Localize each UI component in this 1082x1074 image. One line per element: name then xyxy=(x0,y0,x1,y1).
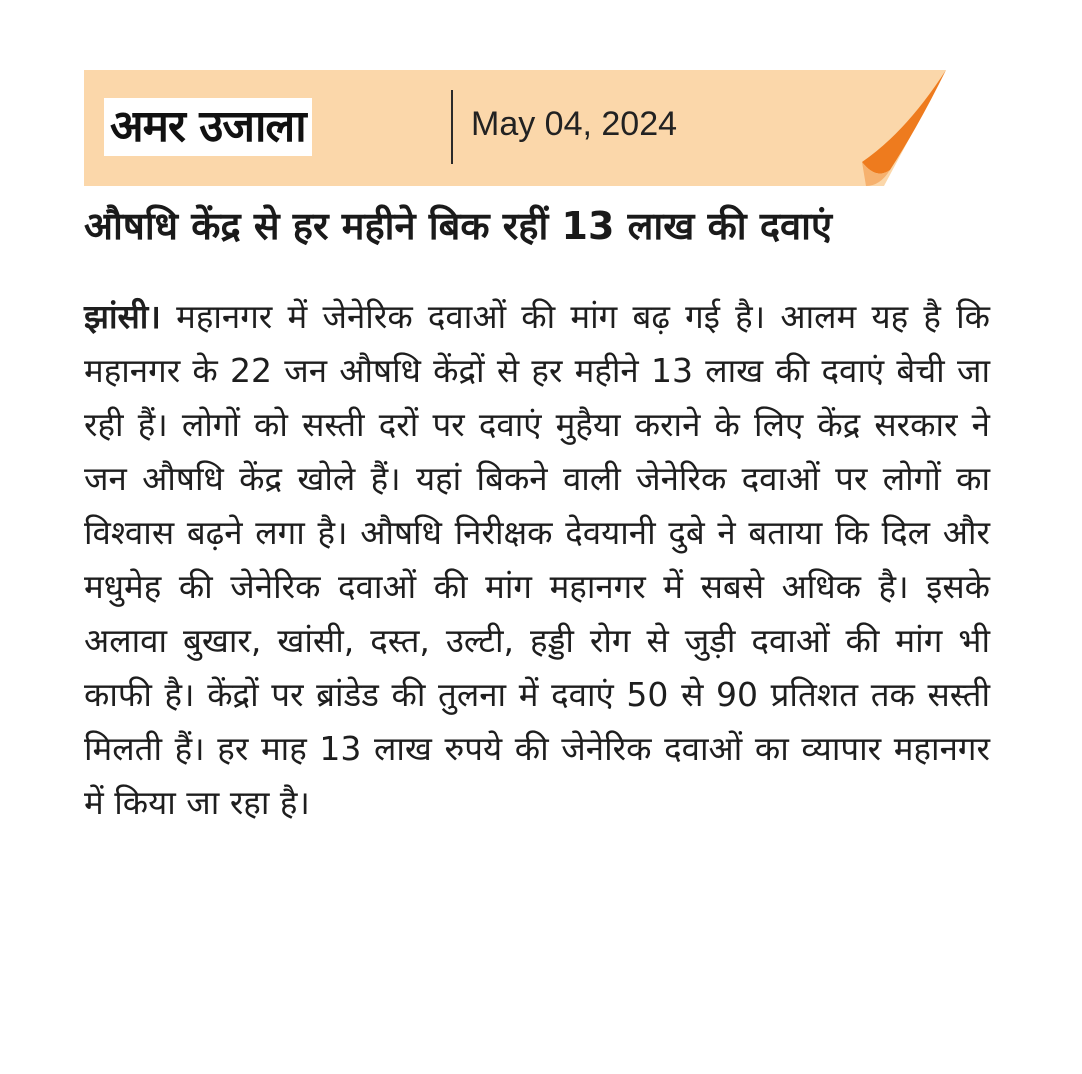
article-dateline: झांसी। xyxy=(84,297,161,336)
amar-ujala-logo xyxy=(104,98,312,156)
article-headline: औषधि केंद्र से हर महीने बिक रहीं 13 लाख की दवाएं xyxy=(84,204,832,248)
banner-divider xyxy=(451,90,453,164)
newspaper-banner xyxy=(84,70,946,186)
article-text: महानगर में जेनेरिक दवाओं की मांग बढ़ गई है। आलम यह है कि महानगर के 22 जन औषधि केंद्रों से हर महीने 13 लाख की दवाएं बेची जा रही हैं। लोगों को सस्ती दरों पर दवाएं मुहैया कराने के लिए केंद्र सरकार ने जन औषधि केंद्र खोले हैं। यहां बिकने वाली जेनेरिक दवाओं पर लोगों का विश्वास बढ़ने लगा है। औषधि निरीक्षक देवयानी दुबे ने बताया कि दिल और मधुमेह की जेनेरिक दवाओं की मांग महानगर में सबसे अधिक है। इसके अलावा बुखार, खांसी, दस्त, उल्टी, हड्डी रोग से जुड़ी दवाओं की मांग भी काफी है। केंद्रों पर ब्रांडेड की तुलना में दवाएं 50 से 90 प्रतिशत तक सस्ती मिलती हैं। हर माह 13 लाख रुपये की जेनेरिक दवाओं का व्यापार महानगर में किया जा रहा है। xyxy=(84,297,990,822)
logo-text: अमर उजाला xyxy=(110,101,306,152)
article-body xyxy=(84,290,990,830)
publication-date: May 04, 2024 xyxy=(471,105,678,143)
